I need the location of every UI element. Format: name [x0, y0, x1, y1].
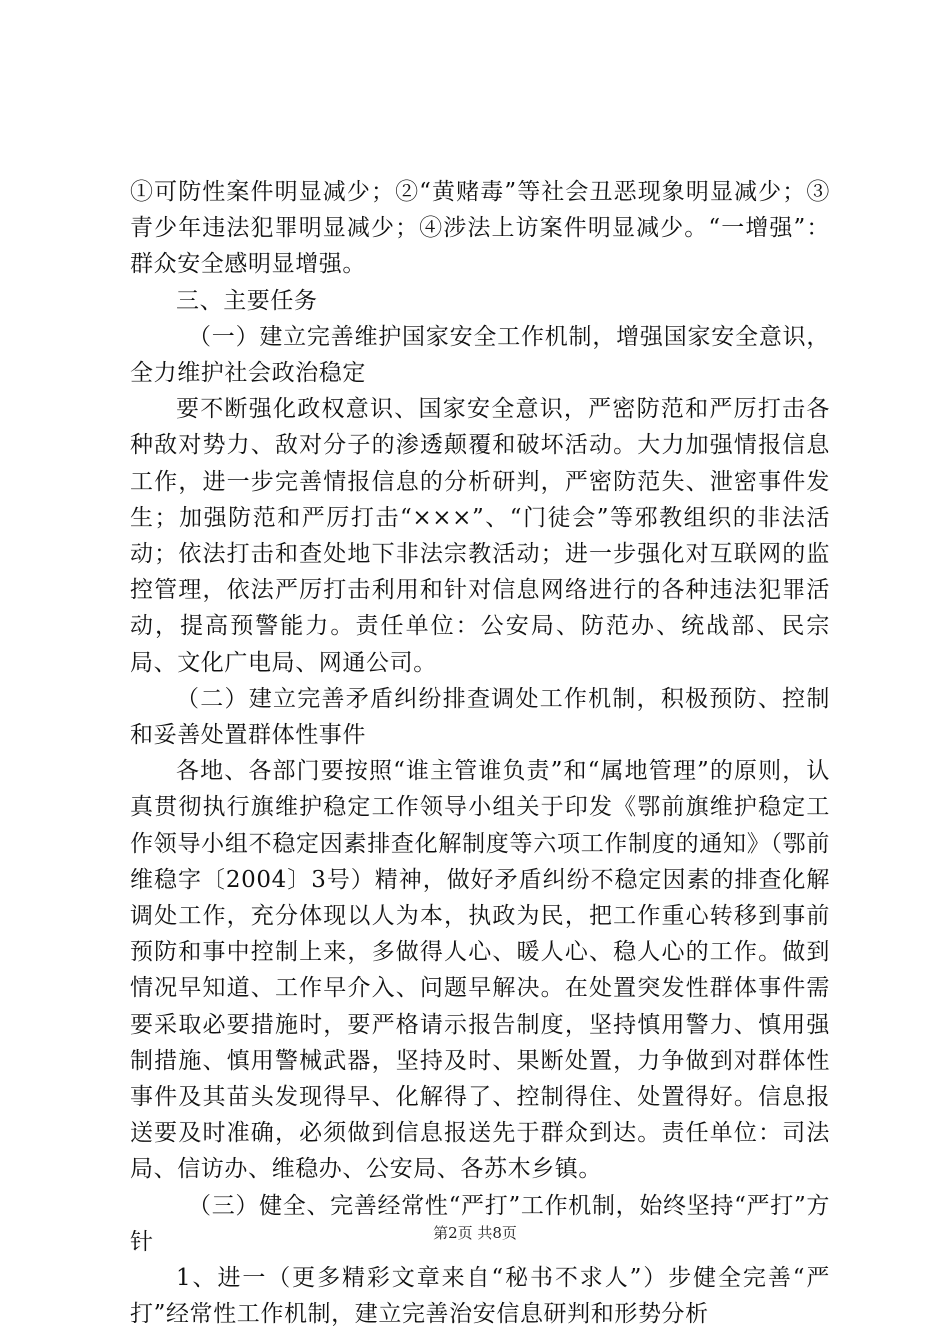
paragraph-task-1: 要不断强化政权意识、国家安全意识，严密防范和严厉打击各种敌对势力、敌对分子的渗透颠覆和破坏活动。大力加强情报信息工作，进一步完善情报信息的分析研判，严密防范失、泄密事件发生；加强防范和严厉打击“×××”、“门徒会”等邪教组织的非法活动；依法打击和查处地下非法宗教活动；进一步强化对互联网的监控管理，依法严厉打击利用和针对信息网络进行的各种违法犯罪活动，提高预警能力。责任单位：公安局、防范办、统战部、民宗局、文化广电局、网通公司。: [130, 396, 830, 676]
paragraph-task-2: 各地、各部门要按照“谁主管谁负责”和“属地管理”的原则，认真贯彻执行旗维护稳定工作领导小组关于印发《鄂前旗维护稳定工作领导小组不稳定因素排查化解制度等六项工作制度的通知》（鄂前维稳字〔2004〕3号）精神，做好矛盾纠纷不稳定因素的排查化解调处工作，充分体现以人为本，执政为民，把工作重心转移到事前预防和事中控制上来，多做得人心、暖人心、稳人心的工作。做到情况早知道、工作早介入、问题早解决。在处置突发性群体事件需要采取必要措施时，要严格请示报告制度，坚持慎用警力、慎用强制措施、慎用警械武器，坚持及时、果断处置，力争做到对群体性事件及其苗头发现得早、化解得了、控制得住、处置得好。信息报送要及时准确，必须做到信息报送先于群众到达。责任单位：司法局、信访办、维稳办、公安局、各苏木乡镇。: [130, 758, 830, 1183]
document-body: [130, 174, 830, 1333]
paragraph-goals-summary: ①可防性案件明显减少；②“黄赌毒”等社会丑恶现象明显减少；③青少年违法犯罪明显减少；④涉法上访案件明显减少。“一增强”：群众安全感明显增强。: [130, 179, 830, 278]
subheading-task-2: （二）建立完善矛盾纠纷排查调处工作机制，积极预防、控制和妥善处置群体性事件: [130, 685, 830, 749]
subheading-task-1: （一）建立完善维护国家安全工作机制，增强国家安全意识，全力维护社会政治稳定: [130, 323, 830, 387]
subheading-task-3: （三）健全、完善经常性“严打”工作机制，始终坚持“严打”方针: [130, 1192, 830, 1255]
page-number-footer: 第2页 共8页: [433, 1224, 517, 1242]
section-heading-main-tasks: 三、主要任务: [176, 287, 318, 314]
paragraph-task-3-item-1: 1、进一（更多精彩文章来自“秘书不求人”）步健全完善“严打”经常性工作机制，建立完善治安信息研判和形势分析: [130, 1265, 830, 1328]
